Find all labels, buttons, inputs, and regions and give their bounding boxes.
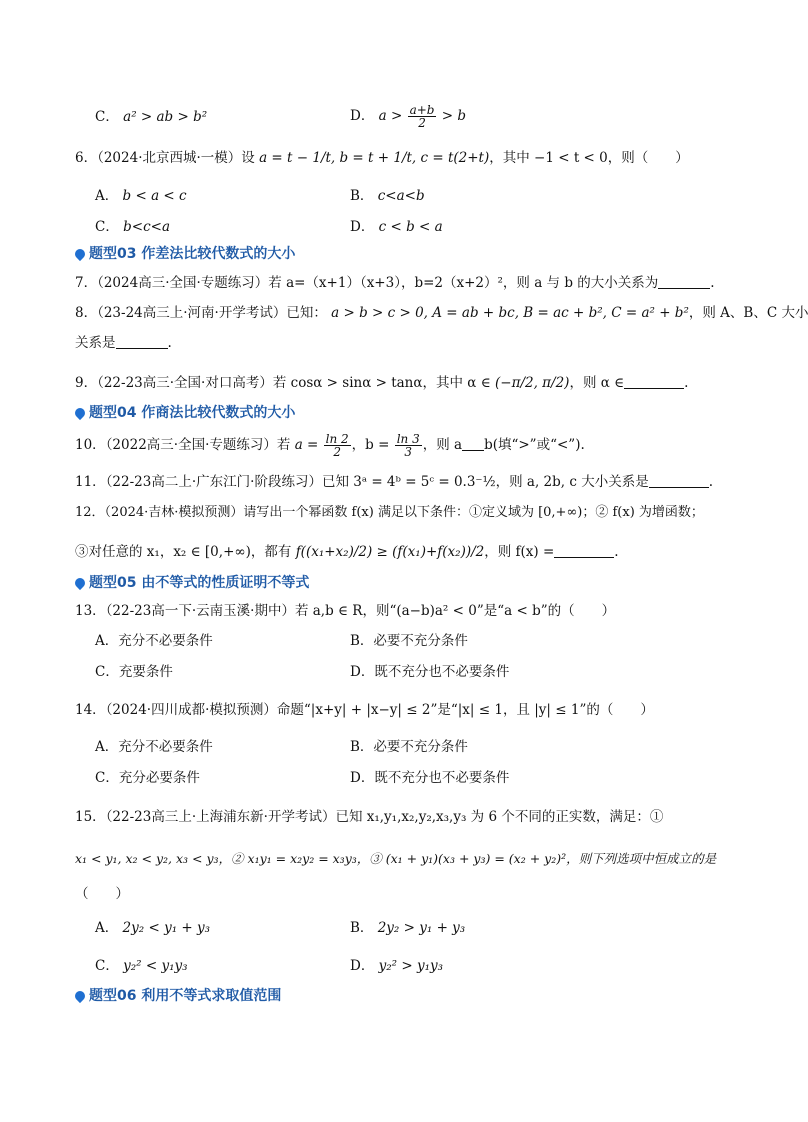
question-text: （2024·北京西城·一模）设 xyxy=(97,150,255,166)
question-math: ，b = xyxy=(351,437,390,453)
question-text: ，则 f(x) = xyxy=(484,544,555,560)
question-number: 13． xyxy=(75,603,106,619)
option-text: b<c<a xyxy=(123,219,171,235)
answer-blank xyxy=(658,275,710,289)
section-title: 题型05 由不等式的性质证明不等式 xyxy=(89,575,310,591)
question-text: （ ） xyxy=(75,886,129,902)
question-8-line-2: 关系是 . xyxy=(75,335,172,351)
question-11: 11．（22-23高二上·广东江门·阶段练习）已知 3ᵃ = 4ᵇ = 5ᶜ = 0.3⁻½，则 a, 2b, c 大小关系是 . xyxy=(75,474,714,490)
numerator: ln 2 xyxy=(325,432,349,446)
option-math: > b xyxy=(441,108,467,124)
q6-option-d xyxy=(350,217,443,237)
numerator: a+b xyxy=(409,103,435,117)
option-text: 2y₂ < y₁ + y₃ xyxy=(122,920,211,936)
option-math: a > xyxy=(378,108,403,124)
section-title: 题型06 利用不等式求取值范围 xyxy=(89,988,282,1004)
answer-blank xyxy=(649,474,709,488)
question-10 xyxy=(75,429,585,461)
question-9: 9．（22-23高三·全国·对口高考）若 cosα > sinα > tanα，其中 α ∈ (−π/2, π/2)，则 α ∈ . xyxy=(75,375,689,391)
question-text: x₁ < y₁, x₂ < y₂, x₃ < y₃，② x₁y₁ = x₂y₂ = x₃y₃，③ (x₁ + y₁)(x₃ + y₃) = (x₂ + y₂)²，则下列选项中恒成立的是 xyxy=(75,851,717,866)
question-math: a = t − 1/t, b = t + 1/t, c = t(2+t) xyxy=(259,150,490,166)
fraction xyxy=(408,104,437,129)
question-text: ③对任意的 x₁，x₂ ∈ [0,+∞)，都有 xyxy=(75,544,292,560)
question-text: （22-23高三·全国·对口高考）若 cosα > sinα > tanα，其中 α ∈ xyxy=(97,375,491,391)
q5-option-c xyxy=(95,107,207,127)
question-math: (−π/2, π/2) xyxy=(495,375,570,391)
section-heading-06 xyxy=(75,986,281,1006)
option-math: a² > ab > b² xyxy=(123,109,208,125)
question-15-line-3 xyxy=(75,884,129,904)
option-label: B． xyxy=(350,633,374,649)
option-label: C． xyxy=(95,664,119,680)
question-6 xyxy=(75,148,689,168)
option-text: 必要不充分条件 xyxy=(373,633,468,649)
section-title: 题型03 作差法比较代数式的大小 xyxy=(89,246,296,262)
option-label: B． xyxy=(350,739,374,755)
option-text: b < a < c xyxy=(122,188,187,204)
option-label: A． xyxy=(95,188,119,204)
location-pin-icon xyxy=(73,247,87,261)
question-15-line-2 xyxy=(75,849,716,869)
q15-option-b xyxy=(350,918,465,938)
question-text: （23-24高三上·河南·开学考试）已知： xyxy=(97,305,327,321)
question-7: 7．（2024高三·全国·专题练习）若 a=（x+1）（x+3），b=2（x+2）²，则 a 与 b 的大小关系为 . xyxy=(75,275,715,291)
option-text: 既不充分也不必要条件 xyxy=(374,664,510,680)
question-12-line-2: ③对任意的 x₁，x₂ ∈ [0,+∞)，都有 f((x₁+x₂)/2) ≥ (f(x₁)+f(x₂))/2，则 f(x) = . xyxy=(75,544,619,560)
question-text: 关系是 xyxy=(75,335,116,351)
answer-blank xyxy=(624,375,684,389)
option-label: B． xyxy=(350,188,374,204)
q6-option-b xyxy=(350,186,425,206)
question-14 xyxy=(75,700,654,720)
question-number: 6． xyxy=(75,150,98,166)
location-pin-icon xyxy=(73,576,87,590)
question-number: 9． xyxy=(75,375,98,391)
section-title: 题型04 作商法比较代数式的大小 xyxy=(89,405,296,421)
question-number: 7． xyxy=(75,275,98,291)
section-heading-03 xyxy=(75,244,295,264)
q13-option-c xyxy=(95,662,173,682)
denominator: 3 xyxy=(404,445,413,459)
question-text: （22-23高二上·广东江门·阶段练习）已知 3ᵃ = 4ᵇ = 5ᶜ = 0.3⁻½，则 a, 2b, c 大小关系是 xyxy=(105,474,649,490)
option-label: B． xyxy=(350,920,374,936)
q14-option-b xyxy=(350,737,468,757)
option-text: c<a<b xyxy=(377,188,425,204)
option-label: C． xyxy=(95,770,119,786)
question-math: a > b > c > 0, A = ab + bc, B = ac + b², C = a² + b² xyxy=(331,305,689,321)
option-text: y₂² < y₁y₃ xyxy=(123,958,188,974)
question-text: b(填“>”或“<”). xyxy=(484,437,585,453)
option-text: 2y₂ > y₁ + y₃ xyxy=(377,920,466,936)
question-number: 8． xyxy=(75,305,98,321)
option-label: C． xyxy=(95,109,119,125)
question-text: ，则 α ∈ xyxy=(569,375,625,391)
question-number: 15． xyxy=(75,809,106,825)
option-label: D． xyxy=(350,770,375,786)
question-text: ，其中 −1 < t < 0，则（ ） xyxy=(489,150,689,166)
fraction xyxy=(395,433,422,458)
question-number: 11． xyxy=(75,474,106,490)
denominator: 2 xyxy=(333,445,341,459)
q6-option-a xyxy=(95,186,187,206)
option-label: D． xyxy=(350,219,375,235)
fraction xyxy=(324,433,351,458)
q6-option-c xyxy=(95,217,170,237)
option-text: 必要不充分条件 xyxy=(373,739,468,755)
denominator: 2 xyxy=(418,116,426,130)
section-heading-04 xyxy=(75,403,295,423)
q15-option-c xyxy=(95,956,188,976)
question-number: 10． xyxy=(75,437,106,453)
question-text: （22-23高一下·云南玉溪·期中）若 a,b ∈ R，则“(a−b)a² < 0”是“a < b”的（ ） xyxy=(105,603,616,619)
option-text: 既不充分也不必要条件 xyxy=(374,770,510,786)
option-label: D． xyxy=(350,108,375,124)
option-text: 充分不必要条件 xyxy=(118,633,213,649)
question-text: （2024·四川成都·模拟预测）命题“|x+y| + |x−y| ≤ 2”是“|x| ≤ 1，且 |y| ≤ 1”的（ ） xyxy=(105,702,654,718)
option-text: 充要条件 xyxy=(118,664,173,680)
option-label: A． xyxy=(95,920,119,936)
section-heading-05 xyxy=(75,573,309,593)
option-label: C． xyxy=(95,219,119,235)
option-text: 充分不必要条件 xyxy=(118,739,213,755)
option-label: A． xyxy=(95,633,119,649)
question-text: （2022高三·全国·专题练习）若 xyxy=(105,437,291,453)
question-number: 14． xyxy=(75,702,106,718)
option-text: y₂² > y₁y₃ xyxy=(378,958,444,974)
q13-option-a xyxy=(95,631,213,651)
numerator: ln 3 xyxy=(396,432,420,446)
q14-option-c xyxy=(95,768,200,788)
option-text: c < b < a xyxy=(378,219,443,235)
question-text: （22-23高三上·上海浦东新·开学考试）已知 x₁,y₁,x₂,y₂,x₃,y₃ 为 6 个不同的正实数，满足：① xyxy=(105,809,664,825)
q14-option-d xyxy=(350,768,509,788)
q13-option-b xyxy=(350,631,468,651)
option-label: A． xyxy=(95,739,119,755)
option-label: D． xyxy=(350,664,375,680)
option-text: 充分必要条件 xyxy=(118,770,200,786)
question-15 xyxy=(75,807,663,827)
answer-blank xyxy=(554,544,614,558)
option-label: C． xyxy=(95,958,119,974)
q15-option-a xyxy=(95,918,210,938)
question-text: ，则 A、B、C 大小 xyxy=(688,305,808,321)
q14-option-a xyxy=(95,737,213,757)
answer-blank xyxy=(116,335,168,349)
question-8 xyxy=(75,303,808,323)
q5-option-d xyxy=(350,100,466,132)
question-text: （2024·吉林·模拟预测）请写出一个幂函数 f(x) 满足以下条件：①定义域为 [0,+∞)；② f(x) 为增函数； xyxy=(104,505,704,520)
q13-option-d xyxy=(350,662,509,682)
option-label: D． xyxy=(350,958,375,974)
question-12 xyxy=(75,503,704,523)
question-text: （2024高三·全国·专题练习）若 a=（x+1）（x+3），b=2（x+2）²，则 a 与 b 的大小关系为 xyxy=(97,275,659,291)
question-13 xyxy=(75,601,615,621)
question-math: a = xyxy=(294,437,319,453)
question-math: f((x₁+x₂)/2) ≥ (f(x₁)+f(x₂))/2 xyxy=(295,544,485,560)
question-text: ，则 a xyxy=(422,437,463,453)
location-pin-icon xyxy=(73,406,87,420)
question-number: 12． xyxy=(75,505,105,520)
q15-option-d xyxy=(350,956,443,976)
location-pin-icon xyxy=(73,989,87,1003)
answer-blank xyxy=(462,437,484,451)
